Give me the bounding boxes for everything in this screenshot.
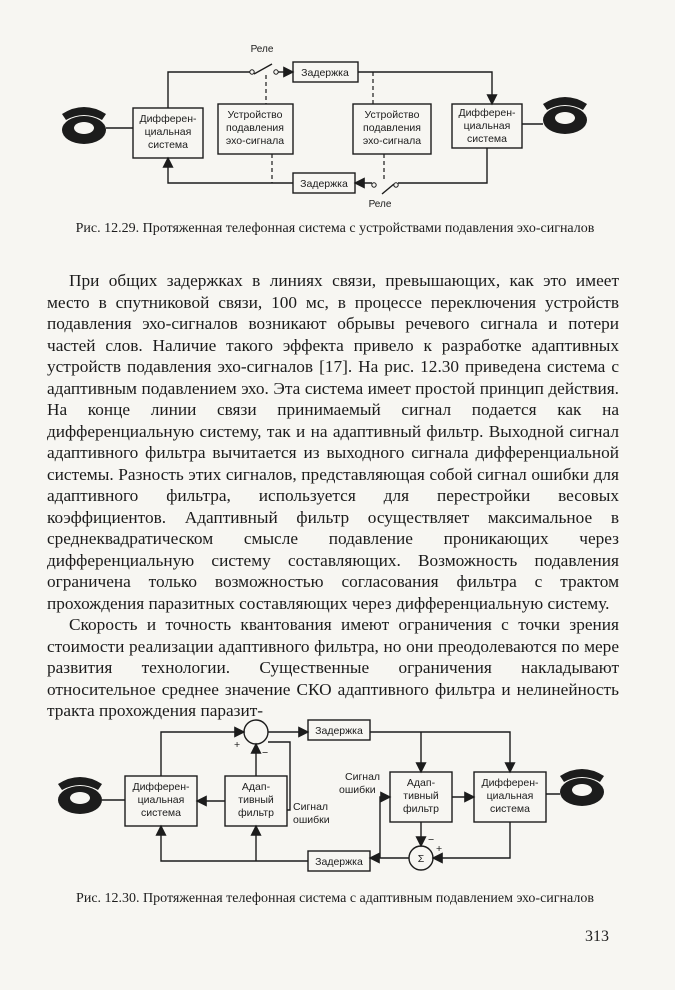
error-signal-right-2: ошибки (339, 784, 376, 796)
hybrid-right-label-3: система (467, 133, 507, 145)
telephone-right-icon-2 (560, 769, 604, 806)
suppressor-left-label-2: подавления (226, 122, 284, 134)
suppressor-right-label-3: эхо-сигнала (362, 135, 422, 147)
delay-top-2-label: Задержка (315, 725, 363, 737)
suppressor-right-label-1: Устройство (364, 109, 420, 121)
error-signal-left-2: ошибки (293, 814, 330, 826)
delay-top-label: Задержка (301, 67, 349, 79)
suppressor-right-label-2: подавления (363, 122, 421, 134)
summing-junction-top (244, 720, 268, 744)
filter-left-label-3: фильтр (238, 807, 274, 819)
paragraph-1: При общих задержках в линиях связи, превышающих, как это имеет место в спутниковой связи, 100 мс, в процессе переключения устройств подавления эхо-сигналов возникают обрывы речевого сигнала и потери частей слов. Наличие такого эффекта привело к разработке адаптивных устройств подавления эхо-сигналов [17]. На рис. 12.30 приведена система с адаптивным подавлением эхо. Эта система имеет простой принцип действия. На конце линии связи принимаемый сигнал подается как на дифференциальную систему, так и на адаптивный фильтр. Выходной сигнал адаптивного фильтра вычитается из выходного сигнала дифференциальной системы. Разность этих сигналов, представляющая собой сигнал ошибки для адаптивного фильтра, используется для перестройки весовых коэффициентов. Адаптивный фильтр осуществляет максимальное в среднеквадратическом смысле подавление проникающих через дифференциальную систему составляющих. Возможность подавления ограничена только возможностью согласования фильтра с трактом прохождения паразитных составляющих через дифференциальную систему. (47, 271, 619, 613)
hybrid-left-2-label-1: Дифферен- (132, 781, 190, 793)
minus-sign-bottom: − (428, 834, 435, 846)
filter-left-label-1: Адап- (241, 781, 271, 793)
filter-right-label-2: тивный (403, 790, 439, 802)
hybrid-right-2-label-3: система (490, 803, 530, 815)
hybrid-left-2-label-3: система (141, 807, 181, 819)
filter-right-label-3: фильтр (403, 803, 439, 815)
plus-sign-top: + (234, 739, 241, 751)
hybrid-right-2-label-2: циальная (486, 790, 534, 802)
delay-bottom-label: Задержка (300, 178, 348, 190)
error-signal-left-1: Сигнал (293, 801, 329, 813)
relay-top-label: Реле (250, 44, 274, 55)
hybrid-right-label-2: циальная (463, 120, 511, 132)
telephone-left-icon (62, 107, 106, 144)
telephone-right-icon (543, 97, 587, 134)
error-signal-right-1: Сигнал (345, 771, 381, 783)
hybrid-right-label-1: Дифферен- (458, 107, 516, 119)
filter-left-label-2: тивный (238, 794, 274, 806)
sigma-symbol: Σ (417, 853, 425, 865)
paragraph-2: Скорость и точность квантования имеют ограничения с точки зрения стоимости реализации адаптивного фильтра, но они преодолеваются по мере развития технологии. Существенные ограничения накладывают относительное среднее значение СКО адаптивного фильтра и нелинейность тракта прохождения паразит- (47, 615, 619, 720)
relay-bottom-label: Реле (368, 199, 392, 210)
body-text (47, 270, 619, 722)
suppressor-left-label-3: эхо-сигнала (225, 135, 285, 147)
figure-12-30 (0, 712, 675, 882)
telephone-left-icon-2 (58, 777, 102, 814)
suppressor-left-label-1: Устройство (227, 109, 283, 121)
filter-right-label-1: Адап- (406, 777, 436, 789)
hybrid-left-label-3: система (148, 139, 188, 151)
figure-12-30-caption-text: Рис. 12.30. Протяженная телефонная система с адаптивным подавлением эхо-сигналов (76, 891, 594, 906)
page-number: 313 (585, 928, 609, 945)
hybrid-left-label-1: Дифферен- (139, 113, 197, 125)
hybrid-left-label-2: циальная (144, 126, 192, 138)
plus-sign-bottom: + (436, 843, 443, 855)
hybrid-right-2-label-1: Дифферен- (481, 777, 539, 789)
delay-bottom-2-label: Задержка (315, 856, 363, 868)
minus-sign-top: − (262, 747, 269, 759)
hybrid-left-2-label-2: циальная (137, 794, 185, 806)
figure-12-29-caption-text: Рис. 12.29. Протяженная телефонная система с устройствами подавления эхо-сигналов (75, 221, 595, 236)
